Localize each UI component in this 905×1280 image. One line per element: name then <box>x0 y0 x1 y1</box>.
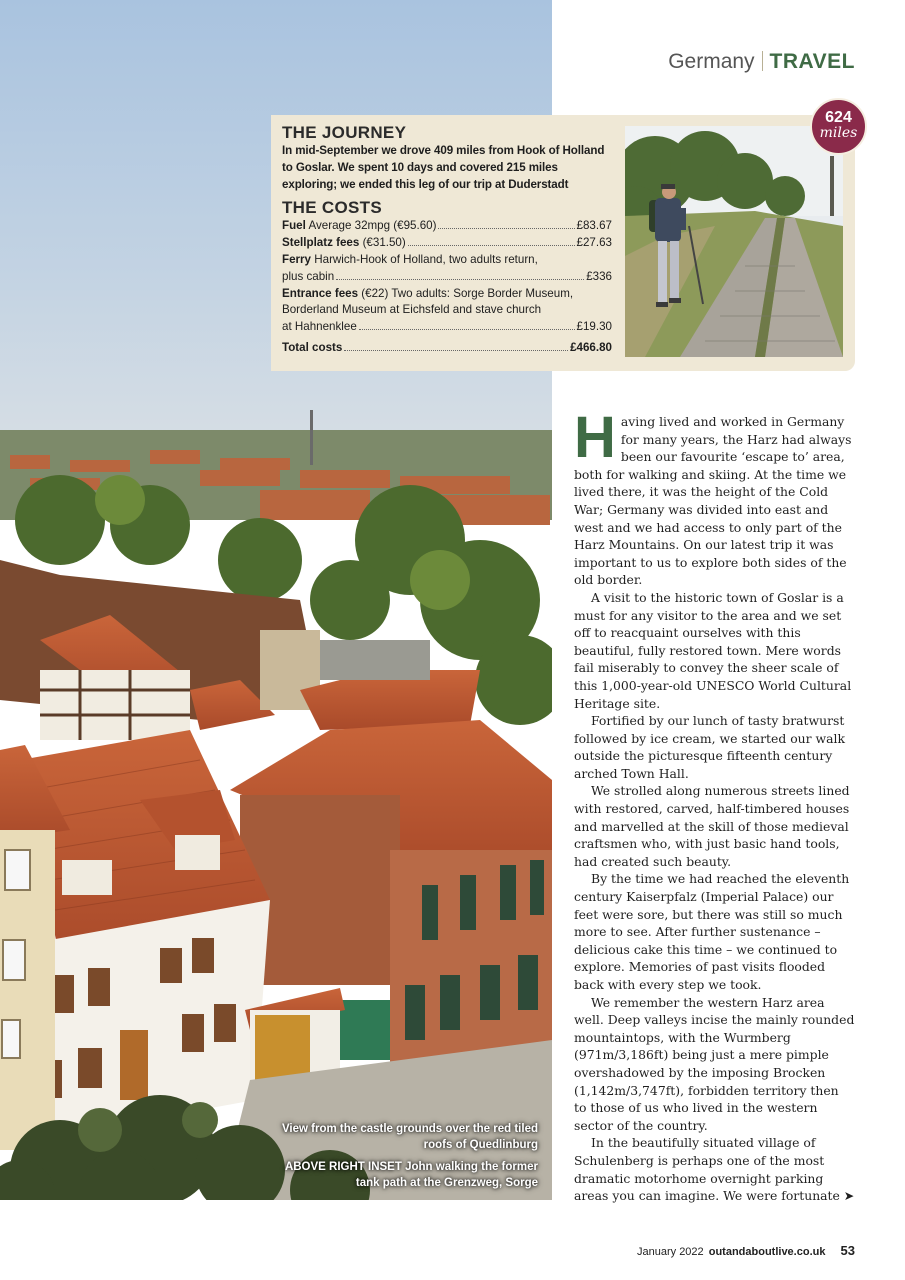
cost-row-total <box>282 340 612 357</box>
article-paragraph: In the beautifully situated village of Schulenberg is perhaps one of the most dramatic motorhome overnight parking areas you can imagine. We were fortunate ➤ <box>574 1135 855 1204</box>
leader-dots <box>359 329 575 330</box>
cost-label: Ferry <box>282 252 312 266</box>
caption-inset-text: John walking the former tank path at the Grenzweg, Sorge <box>355 1161 538 1189</box>
total-label: Total costs <box>282 340 343 354</box>
page-footer <box>637 1243 855 1258</box>
cost-detail: Harwich-Hook of Holland, two adults return, <box>314 252 538 266</box>
footer-site: outandaboutlive.co.uk <box>708 1246 826 1258</box>
article-body <box>574 405 855 1205</box>
article-paragraph: A visit to the historic town of Goslar is a must for any visitor to the area and we set off to reacquaint ourselves with this beautiful, fully restored town. Mere words fail miserably to convey the sheer scale of this 1,000-year-old UNESCO World Cultural Heritage site. <box>574 589 852 711</box>
leader-dots <box>438 228 574 229</box>
header-divider <box>762 51 763 71</box>
cost-value: £27.63 <box>576 236 612 250</box>
page-number: 53 <box>840 1243 855 1258</box>
article-paragraph: By the time we had reached the eleventh century Kaiserpfalz (Imperial Palace) our feet were sore, but there was still so much more to see. After further sustenance – delicious cake this time – we continued to explore. Memories of past visits flooded back with every step we took. <box>574 871 850 992</box>
footer-date: January 2022 <box>637 1246 704 1258</box>
leader-dots <box>344 350 568 351</box>
journey-text: In mid-September we drove 409 miles from Hook of Holland to Goslar. We spent 10 days and covered 215 miles exploring; we ended this leg of our trip at Duderstadt <box>282 144 605 191</box>
paragraph-text: aving lived and worked in Germany for many years, the Harz had always been our favourite ‘escape to’ area, both for walking and skiing. At the time we lived there, it was the height of the Cold War; Germany was divided into east and west and we had access to only part of the Harz Mountains. On our latest trip it was important to us to explore both sides of the old border. <box>574 414 852 588</box>
cost-row-stellplatz <box>282 235 612 252</box>
cost-value: £83.67 <box>576 219 612 233</box>
drop-cap: H <box>574 405 616 470</box>
header-country: Germany <box>668 50 755 73</box>
cost-row-entrance <box>282 286 612 336</box>
article-paragraph: We strolled along numerous streets lined with restored, carved, half-timbered houses and marvelled at the skill of those medieval craftsmen who, with just basic hand tools, had created such beauty. <box>574 783 850 869</box>
factbox-text <box>282 123 612 357</box>
cost-detail: at Hahnenklee <box>282 320 357 334</box>
header-section: TRAVEL <box>769 50 855 73</box>
photo-caption-inset <box>268 1159 538 1191</box>
section-header <box>668 50 855 74</box>
cost-value: £336 <box>586 269 612 283</box>
cost-label: Stellplatz fees <box>282 236 360 250</box>
leader-dots <box>336 279 584 280</box>
distance-badge <box>810 98 867 155</box>
photo-caption-main: View from the castle grounds over the red tiled roofs of Quedlinburg <box>281 1123 538 1151</box>
cost-detail: plus cabin <box>282 269 335 283</box>
inset-photo-grenzweg <box>625 126 843 357</box>
article-paragraph: We remember the western Harz area well. Deep valleys incise the mainly rounded mountaintops, with the Wurmberg (971m/3,186ft) being just a mere pimple overshadowed by the imposing Brocken (1,142m/3,747ft), forbidden territory then to those of us who lived in the western sector of the country. <box>574 994 855 1133</box>
cost-row-fuel <box>282 218 612 235</box>
costs-heading: THE COSTS <box>282 198 382 218</box>
walker-on-tank-path-illustration <box>625 126 843 357</box>
cost-detail: Borderland Museum at Eichsfeld and stave church <box>282 303 542 317</box>
cost-row-ferry <box>282 252 612 286</box>
leader-dots <box>408 245 575 246</box>
badge-number: 624 <box>825 109 852 126</box>
caption-inset-lead: ABOVE RIGHT INSET <box>284 1161 402 1173</box>
badge-unit: miles <box>819 125 858 141</box>
journey-heading: THE JOURNEY <box>282 123 407 142</box>
cost-value: £19.30 <box>576 320 612 334</box>
cost-label: Fuel <box>282 219 306 233</box>
article-paragraph: Fortified by our lunch of tasty bratwurst followed by ice cream, we started our walk outside the picturesque fifteenth century arched Town Hall. <box>574 713 845 781</box>
cost-label: Entrance fees <box>282 286 359 300</box>
cost-detail: (€31.50) <box>362 236 406 250</box>
total-value: £466.80 <box>570 340 612 354</box>
article-paragraph <box>574 405 855 589</box>
cost-detail: (€22) Two adults: Sorge Border Museum, <box>361 286 574 300</box>
cost-detail: Average 32mpg (€95.60) <box>308 219 437 233</box>
journey-factbox <box>271 115 855 371</box>
